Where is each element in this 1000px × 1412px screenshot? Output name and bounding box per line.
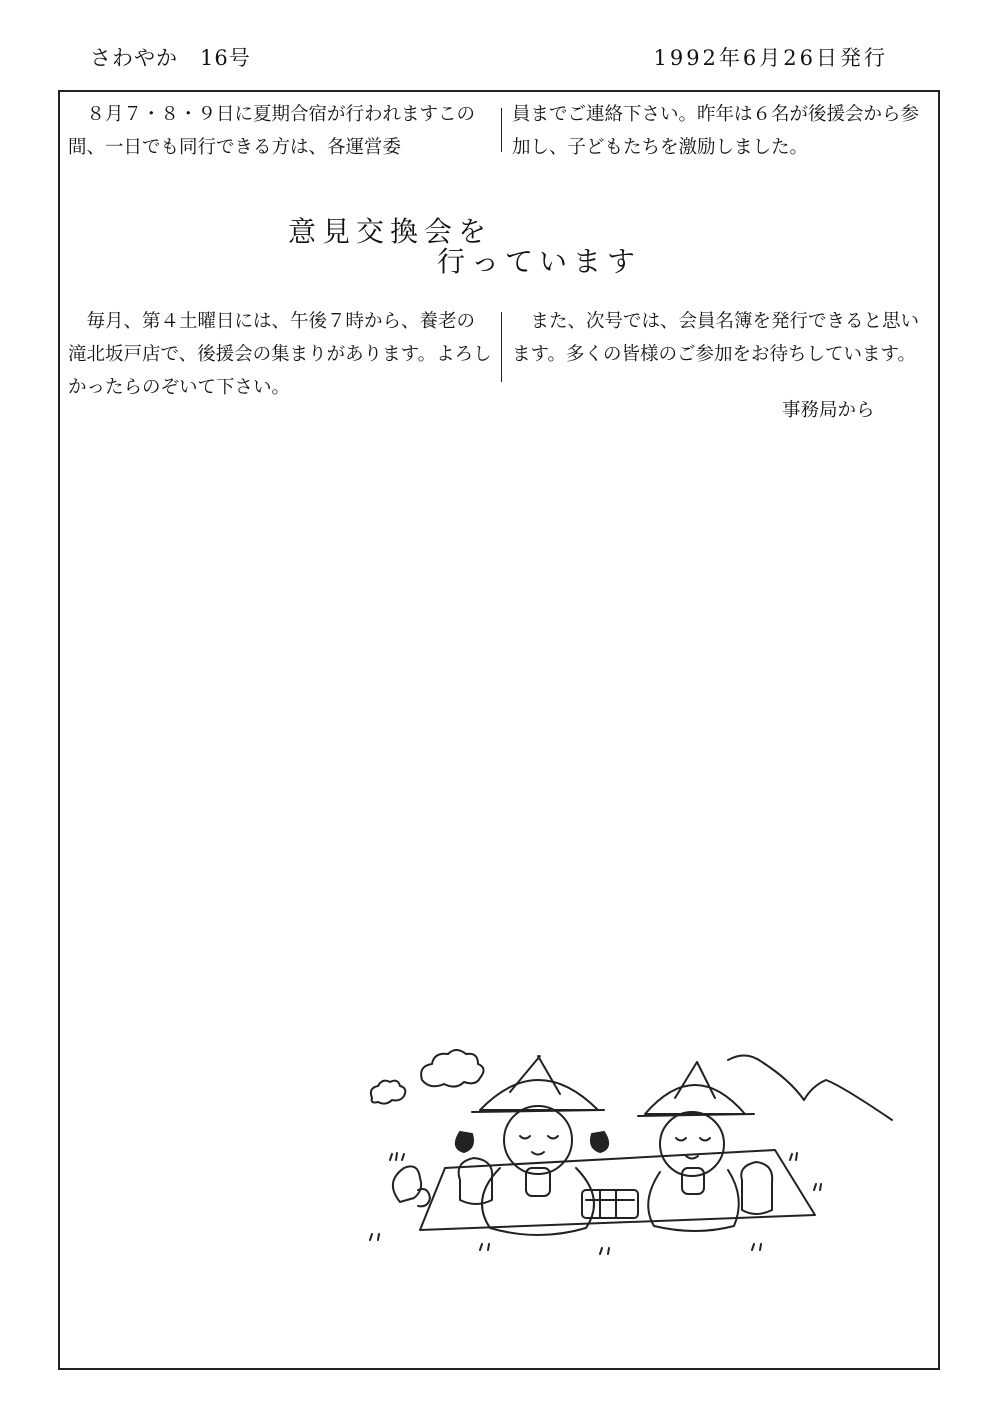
lunch-box-icon [582,1190,638,1218]
cloud-icon [371,1081,405,1104]
column-divider [501,108,502,152]
picnic-illustration [360,1040,900,1270]
notice-column-1: ８月７・８・９日に夏期合宿が行われますこの間、一日でも同行できる方は、各運営委 [68,104,476,158]
mountain-icon [728,1055,892,1120]
column-divider [501,312,502,382]
grass-icon [370,1153,821,1254]
backpack-icon [741,1162,772,1214]
article-title-line-2: 行っています [437,245,642,278]
squirrel-icon [393,1166,430,1206]
signature: 事務局から [782,400,875,421]
boy-figure [638,1062,754,1231]
newsletter-issue: さわやか 16号 [90,46,251,70]
cloud-icon [421,1050,483,1087]
article-column-1: 毎月、第４土曜日には、午後７時から、養老の滝北坂戸店で、後援会の集まりがあります。よろしかったらのぞいて下さい。 [68,311,492,398]
notice-column-2: 員までご連絡下さい。昨年は６名が後援会から参加し、子どもたちを激励しました。 [512,104,920,158]
article-title-line-1: 意見交換会を [288,215,493,248]
issue-date: 1992年6月26日発行 [653,46,888,70]
article-column-2: また、次号では、会員名簿を発行できると思います。多くの皆様のご参加をお待ちしています。 [512,311,920,365]
girl-figure [456,1056,608,1235]
